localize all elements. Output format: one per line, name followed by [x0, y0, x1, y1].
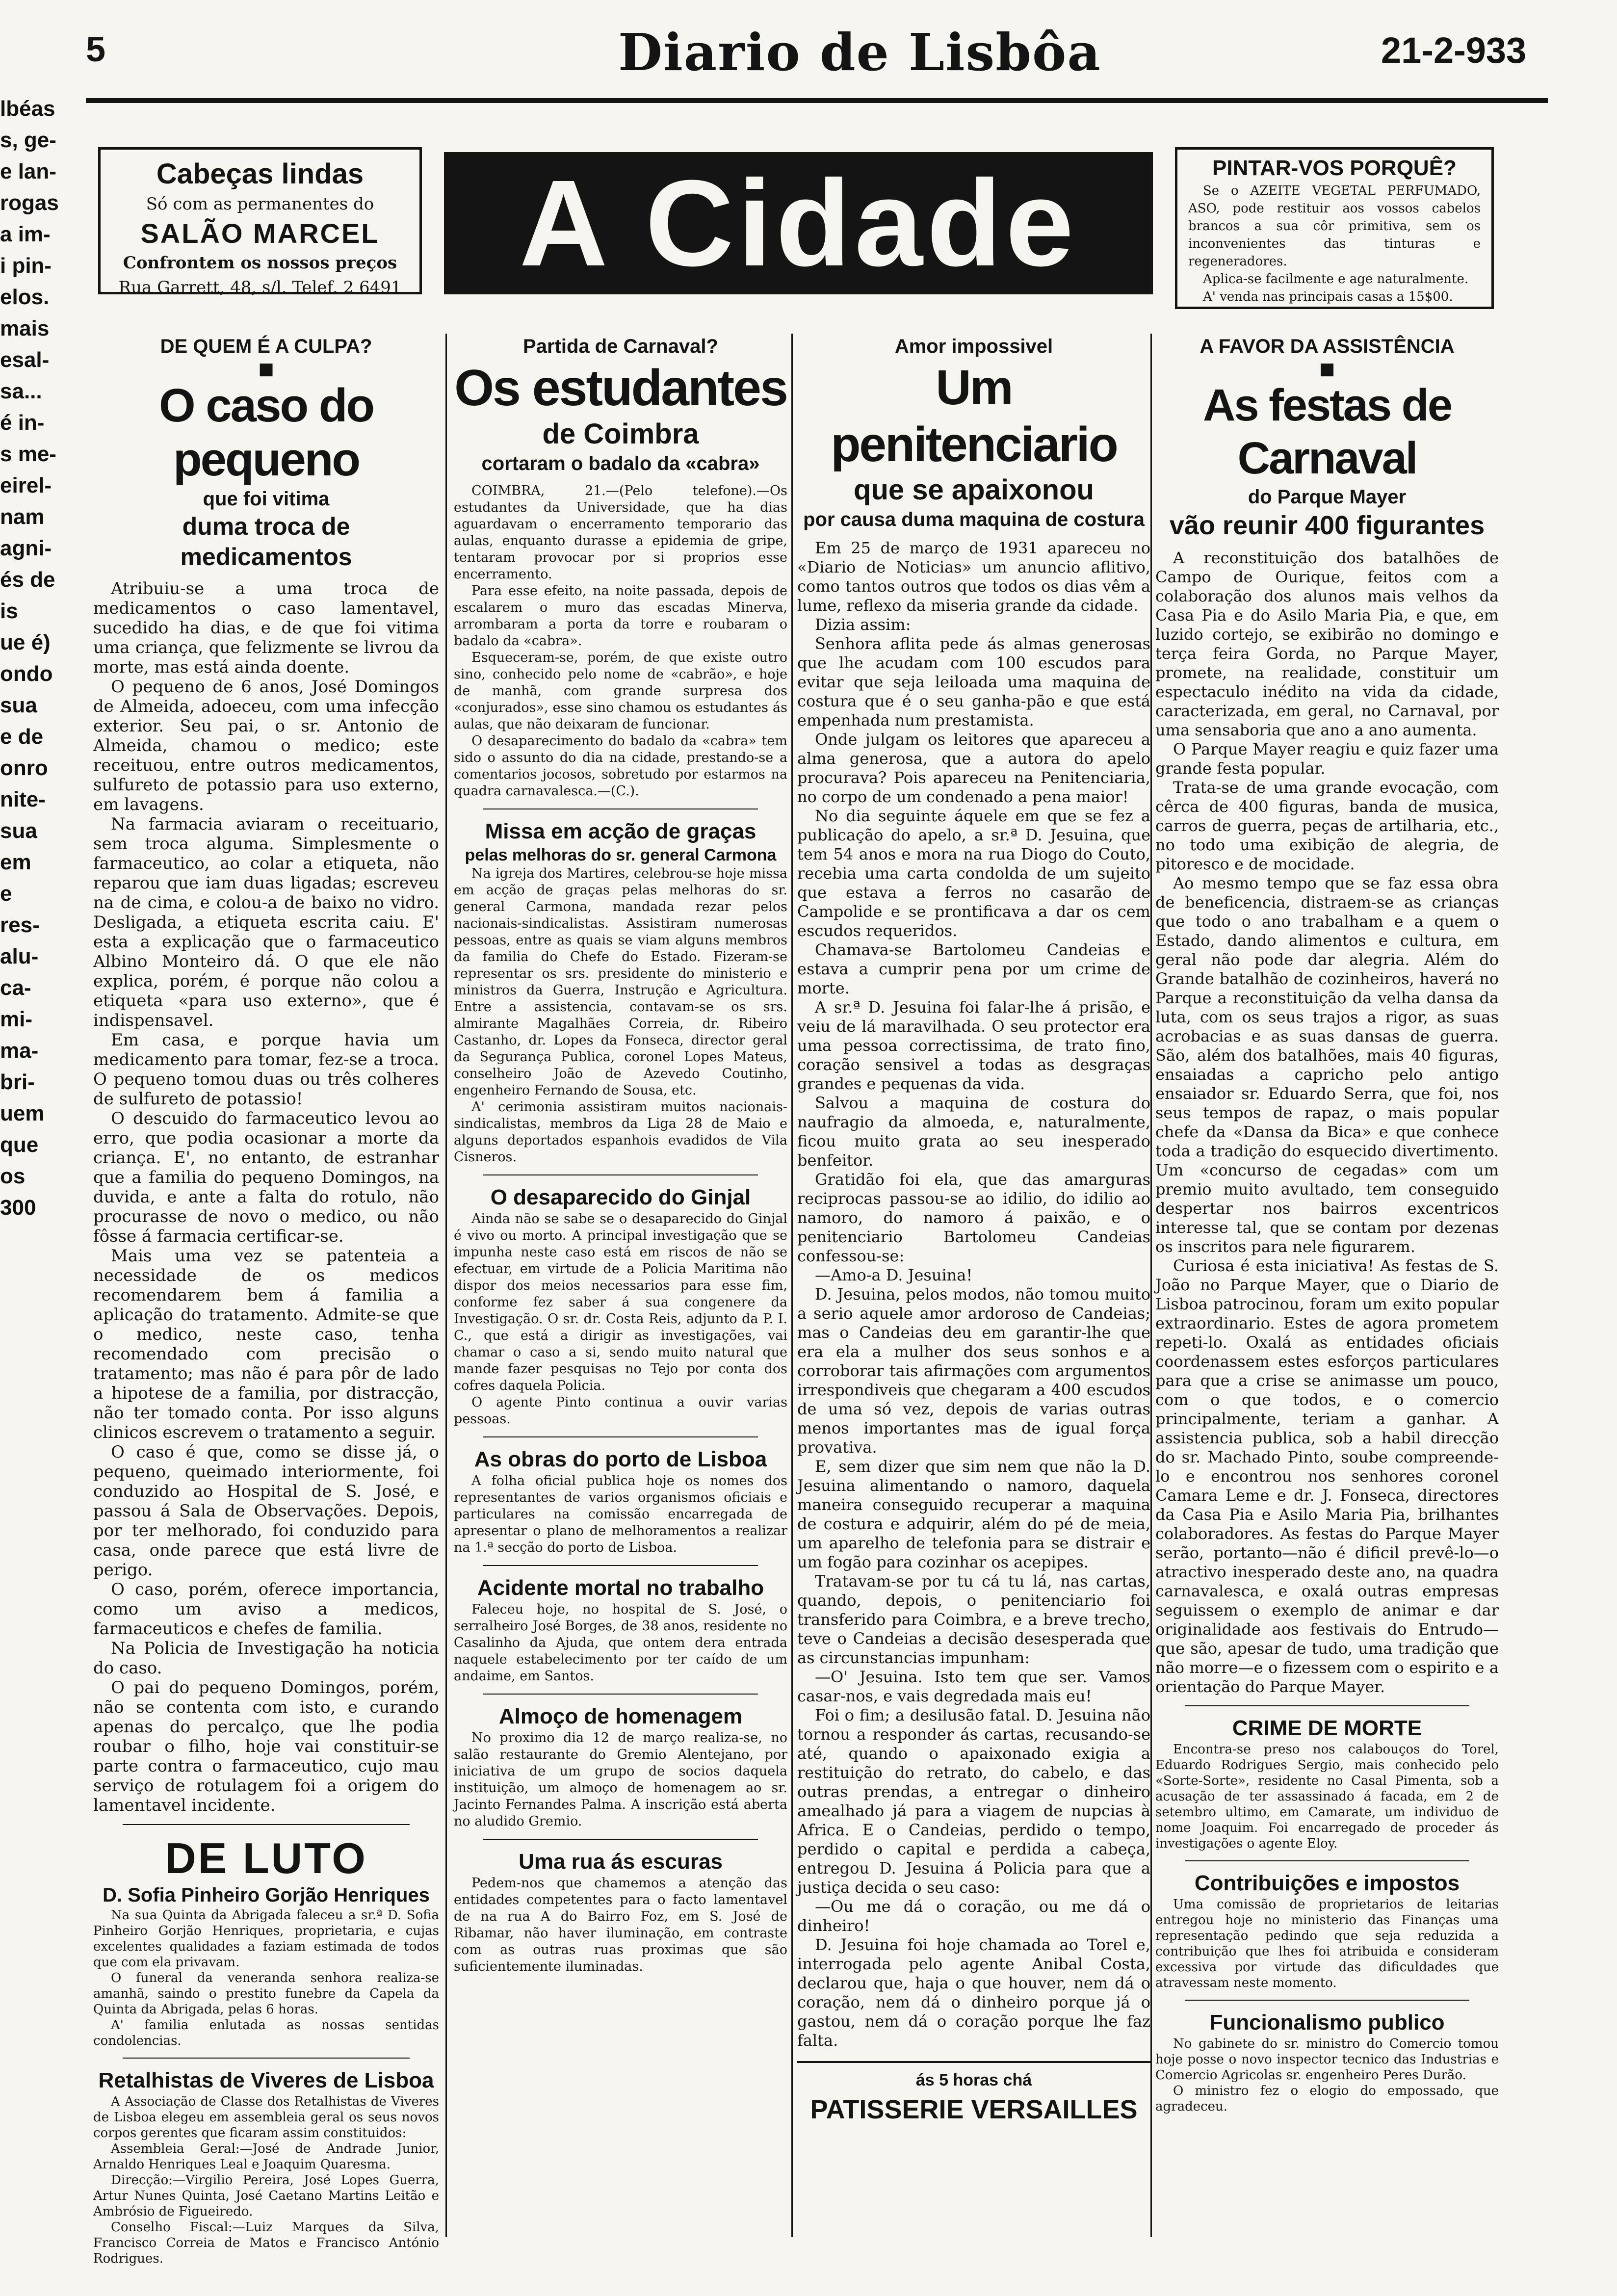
column-rule: [1150, 334, 1152, 2237]
divider: [123, 2058, 410, 2059]
article-headline: Uma rua ás escuras: [519, 1850, 723, 1874]
strip-fragment: agni-: [0, 536, 52, 560]
paragraph: Salvou a maquina de costura do naufragio da almoeda, e, naturalmente, ficou muito grata ao seu inesperado benfeitor.: [797, 1094, 1150, 1170]
paragraph: No dia seguinte áquele em que se fez a publicação do apelo, a sr.ª D. Jesuina, que tem 54 anos e mora na rua Diogo do Couto, recebia uma carta condolda de um sujeito que estava a ferros no casarão de Campolide e se prontificava a dar os cem escudos requeridos.: [797, 807, 1150, 940]
strip-fragment: s, ge-: [0, 128, 56, 152]
article-subhead: que se apaixonou: [854, 474, 1094, 506]
ad-address: Rua Garrett, 48, s/l. Telef. 2 6491: [118, 278, 402, 297]
ad-line: Só com as permanentes do: [146, 194, 374, 214]
article-headline: Missa em acção de graças: [485, 819, 756, 843]
strip-fragment: a im-: [0, 222, 51, 246]
article-subhead: que foi vitima: [203, 488, 330, 510]
strip-fragment: sua: [0, 693, 37, 717]
paragraph: Faleceu hoje, no hospital de S. José, o serralheiro José Borges, de 38 anos, residente no Casalinho da Ajuda, que ontem dera entrada naquele estabelecimento por ter caído de um andaime, em Santos.: [454, 1602, 787, 1684]
article-body: [454, 483, 787, 800]
article-body: [454, 1211, 787, 1428]
article-kicker: DE QUEM É A CULPA?: [160, 336, 372, 357]
paragraph: Onde julgam os leitores que apareceu a alma generosa, que a autora do apelo procurava? Pois apareceu na Penitenciaria, no corpo de um condenado a pena maior!: [797, 730, 1150, 806]
column-3: [797, 334, 1150, 2267]
ad-salao-marcel: [98, 147, 422, 297]
strip-fragment: i pin-: [0, 254, 52, 278]
paragraph: O pequeno de 6 anos, José Domingos de Almeida, adoeceu, com uma infecção exterior. Seu pai, o sr. Antonio de Almeida, chamou o medico; este receituou, entre outros medicamentos, sulfureto de potassio para uso externo, em lavagens.: [93, 677, 439, 814]
paragraph: O caso é que, como se disse já, o pequeno, queimado interiormente, foi conduzido ao Hospital de S. José, e passou á Sala de Observações. Depois, por ter melhorado, foi conduzido para casa, onde parece que está livre de perigo.: [93, 1442, 439, 1580]
strip-fragment: e: [0, 882, 12, 906]
article-headline: Acidente mortal no trabalho: [477, 1576, 764, 1600]
strip-fragment: nam: [0, 505, 45, 529]
paragraph: O agente Pinto continua a ouvir varias pessoas.: [454, 1395, 787, 1427]
article-body: [1155, 2036, 1499, 2114]
article-headline: CRIME DE MORTE: [1232, 1716, 1422, 1740]
paragraph: O Parque Mayer reagiu e quiz fazer uma grande festa popular.: [1155, 740, 1499, 778]
strip-fragment: que: [0, 1133, 39, 1157]
paragraph: —O' Jesuina. Isto tem que ser. Vamos casar-nos, e vais degredada mais eu!: [797, 1668, 1150, 1705]
strip-fragment: os: [0, 1164, 26, 1188]
ad-title: PINTAR-VOS PORQUÊ?: [1212, 156, 1457, 180]
ad-line: Confrontem os nossos preços: [123, 253, 397, 273]
article-headline: Os estudantes: [454, 360, 787, 417]
article-headline: Retalhistas de Viveres de Lisboa: [98, 2068, 434, 2092]
paragraph: Gratidão foi ela, que das amarguras reciprocas passou-se ao idilio, do idilio ao namoro, do namoro á paixão, e o penitenciario Bartolomeu Candeias confessou-se:: [797, 1170, 1150, 1265]
article-body: [454, 1730, 787, 1830]
strip-fragment: uem: [0, 1101, 45, 1125]
adjacent-page-strip: [0, 93, 59, 1859]
paragraph: Senhora aflita pede ás almas generosas que lhe acudam com 100 escudos para evitar que seja leiloada uma maquina de costura que é o seu ganha-pão e que está empenhada num prestamista.: [797, 634, 1150, 730]
separator-icon: ■: [1319, 359, 1335, 379]
strip-fragment: em: [0, 850, 31, 874]
paragraph: O ministro fez o elogio do empossado, que agradeceu.: [1155, 2084, 1499, 2114]
divider: [483, 1174, 758, 1175]
paragraph: O funeral da veneranda senhora realiza-se amanhã, saindo o prestito funebre da Capela da Quinta da Abrigada, pelas 6 horas.: [93, 1971, 439, 2017]
article-headline: Um penitenciario: [831, 360, 1117, 472]
strip-fragment: 300: [0, 1196, 36, 1220]
paragraph: Em casa, e porque havia um medicamento para tomar, fez-se a troca. O pequeno tomou duas ou três colheres de sulfureto de potassio!: [93, 1030, 439, 1109]
article-headline: O desaparecido do Ginjal: [490, 1185, 751, 1209]
article-subhead: por causa duma maquina de costura: [803, 509, 1145, 530]
paragraph: Dizia assim:: [815, 615, 911, 634]
paragraph: Mais uma vez se patenteia a necessidade de os medicos recomendarem bem á familia a aplicação do tratamento. Admite-se que o medico, neste caso, tenha recomendado com precisão o tratamento; mas não é para pôr de lado a hipotese de a familia, por distracção, não ter tomado conta. Por isso alguns clinicos escrevem o tratamento a seguir.: [93, 1246, 439, 1442]
strip-fragment: ondo: [0, 662, 53, 686]
paragraph: A folha oficial publica hoje os nomes dos representantes de varios organismos oficiais e particulares na comissão encarregada de apresentar o plano de melhoramentos a realizar na 1.ª secção do porto de Lisboa.: [454, 1473, 787, 1555]
paragraph: Ainda não se sabe se o desaparecido do Ginjal é vivo ou morto. A principal investigação que se impunha neste caso está em riscos de não se efectuar, em virtude de a Policia Maritima não dispor dos meios necessarios para esse fim, conforme fez saber á sua congenere da Investigação. O sr. dr. Costa Reis, adjunto da P. I. C., que está a dirigir as investigações, vai chamar o caso a si, sendo muito natural que mande fazer pesquisas no Tejo por conta dos cofres daquela Policia.: [454, 1211, 787, 1393]
obituary-name: D. Sofia Pinheiro Gorjão Henriques: [103, 1884, 430, 1906]
strip-fragment: mais: [0, 316, 50, 340]
paragraph: Pedem-nos que chamemos a atenção das entidades competentes para o facto lamentavel de na rua A do Bairro Foz, em S. José de Ribamar, não haver iluminação, em contraste com as outras ruas proximas que são suficientemente iluminadas.: [454, 1876, 787, 1974]
article-subhead: duma troca de medicamentos: [180, 513, 352, 571]
article-kicker: A FAVOR DA ASSISTÊNCIA: [1200, 336, 1455, 357]
strip-fragment: lbéas: [0, 97, 55, 121]
ad-title: PATISSERIE VERSAILLES: [810, 2095, 1138, 2124]
article-headline: As festas de Carnaval: [1202, 380, 1452, 483]
section-banner-title: A Cidade: [519, 155, 1078, 291]
divider: [483, 1565, 758, 1566]
paragraph: Ao mesmo tempo que se faz essa obra de beneficencia, distraem-se as crianças que todo o ano trabalham e a quem o Estado, dando alimentos e cultura, em geral não pode dar alegria. Além do Grande batalhão de cozinheiros, haverá no Parque a reconstituição da velha dansa da luta, com os seus trajos a rigor, as suas acrobacias e as suas dansas de guerra. São, além dos batalhões, mais 40 figuras, ensaiadas a capricho pelo antigo ensaiador sr. Eduardo Serra, que foi, nos seus tempos de rapaz, o mais popular chefe da «Dansa da Bica» e que conhece toda a tradição do esquecido divertimento. Um «concurso de cegadas» com um premio muito avultado, tem conseguido despertar nos bairros excentricos interesse tal, que se contam por dezenas os inscritos para nele figurarem.: [1155, 874, 1499, 1256]
paragraph: Direcção:—Virgilio Pereira, José Lopes Guerra, Artur Nunes Quinta, José Caetano Martins Leitão e Ambrósio de Figueiredo.: [93, 2173, 439, 2219]
article-body: [454, 865, 787, 1166]
paragraph: Na Policia de Investigação ha noticia do caso.: [93, 1639, 439, 1678]
paragraph: A Associação de Classe dos Retalhistas de Viveres de Lisboa elegeu em assembleia geral os seus novos corpos gerentes que ficaram assim constituidos:: [93, 2094, 439, 2140]
newspaper-masthead: Diario de Lisbôa: [618, 22, 1101, 82]
article-body: [1155, 1897, 1499, 1991]
strip-fragment: esal-: [0, 348, 50, 372]
paragraph: No proximo dia 12 de março realiza-se, no salão restaurante do Gremio Alentejano, por iniciativa de um grupo de socios daquela instituição, um almoço de homenagem ao sr. Jacinto Fernandes Palma. A inscrição está aberta no aludido Gremio.: [454, 1730, 787, 1829]
paragraph: O descuido do farmaceutico levou ao erro, que podia ocasionar a morte da criança. E', no entanto, de estranhar que a familia do pequeno Domingos, na duvida, e ante a falta do rotulo, não procurasse de novo o medico, ou não fôsse á farmacia certificar-se.: [93, 1109, 439, 1246]
article-subhead: cortaram o badalo da «cabra»: [481, 453, 760, 474]
paragraph: O caso, porém, oferece importancia, como um aviso a medicos, farmaceuticos e chefes de familia.: [93, 1580, 439, 1639]
obituary-title: DE LUTO: [165, 1834, 367, 1882]
ad-salon-name: SALÃO MARCEL: [140, 218, 380, 249]
column-rule: [791, 334, 793, 2237]
strip-fragment: e lan-: [0, 159, 56, 183]
column-1: [93, 334, 439, 2267]
ad-line: ás 5 horas chá: [915, 2071, 1032, 2089]
paragraph: O desaparecimento do badalo da «cabra» tem sido o assunto do dia na cidade, prestando-se a comentarios jocosos, sobretudo por estarmos na quadra carnavalesca.—(C.).: [454, 733, 787, 799]
paragraph: Trata-se de uma grande evocação, com cêrca de 400 figuras, banda de musica, carros de guerra, peças de artilharia, etc., no todo uma exibição de alegria, de pitoresco e de mocidade.: [1155, 778, 1499, 873]
strip-fragment: alu-: [0, 944, 39, 968]
article-body: [454, 1473, 787, 1556]
paragraph: A sr.ª D. Jesuina foi falar-lhe á prisão, e veiu de lá maravilhada. O seu protector era uma pessoa correctissima, de trato fino, coração sensivel a todas as desgraças grandes e pequenas da vida.: [797, 998, 1150, 1093]
issue-date: 21-2-933: [1381, 30, 1527, 71]
strip-fragment: eirel-: [0, 473, 52, 497]
divider: [483, 1839, 758, 1840]
paragraph: O pai do pequeno Domingos, porém, não se contenta com isto, e curando apenas do percalço, que lhe podia roubar o filho, hoje vai constituir-se parte contra o farmaceutico, cujo mau serviço de rotulagem foi a origem do lamentavel incidente.: [93, 1678, 439, 1815]
column-2: [454, 334, 787, 2267]
article-headline: O caso do pequeno: [158, 379, 374, 486]
article-body: [454, 1601, 787, 1685]
article-headline: Almoço de homenagem: [498, 1704, 743, 1728]
strip-fragment: sa...: [0, 379, 42, 403]
article-body: [1155, 548, 1499, 1696]
header-rule: [86, 98, 1548, 103]
paragraph: Encontra-se preso nos calabouços do Torel, Eduardo Rodrigues Sergio, mais conhecido pelo «Sorte-Sorte», residente no Casal Pimenta, sob a acusação de ter assassinado á facada, em 2 de setembro ultimo, em Camarate, um individuo de nome Joaquim. Foi encarregado de proceder ás investigações o agente Eloy.: [1155, 1742, 1499, 1851]
article-headline: Funcionalismo publico: [1209, 2010, 1445, 2035]
ad-azeite-vegetal: [1175, 147, 1494, 309]
strip-fragment: bri-: [0, 1070, 35, 1094]
column-4: [1155, 334, 1499, 2267]
article-headline: Contribuições e impostos: [1194, 1871, 1460, 1895]
divider: [483, 1436, 758, 1437]
article-body: [1155, 1742, 1499, 1852]
obituary-body: [93, 1907, 439, 2049]
separator-icon: ■: [258, 359, 274, 379]
paragraph: Assembleia Geral:—José de Andrade Junior, Arnaldo Henriques Leal e Joaquim Quaresma.: [93, 2141, 439, 2172]
section-banner: [444, 152, 1153, 294]
strip-fragment: e de: [0, 725, 44, 749]
strip-fragment: és de: [0, 568, 55, 592]
strip-fragment: rogas: [0, 191, 59, 215]
paragraph: —Ou me dá o coração, ou me dá o dinheiro!: [797, 1897, 1150, 1935]
divider: [123, 1824, 410, 1825]
paragraph: COIMBRA, 21.—(Pelo telefone).—Os estudantes da Universidade, que ha dias aguardavam o encerramento temporario das aulas, enquanto durasse a epidemia de gripe, tentaram provocar por si proprios esse encerramento.: [454, 483, 787, 582]
divider: [1185, 1860, 1469, 1861]
paragraph: E, sem dizer que sim nem que não la D. Jesuina alimentando o namoro, daquela maneira conseguido recuperar a maquina de costura e adquirir, além do pé de meia, um aparelho de telefonia para se distrair e um fogão para cozinhar os acepipes.: [797, 1457, 1150, 1571]
article-headline: As obras do porto de Lisboa: [474, 1447, 767, 1471]
paragraph: Chamava-se Bartolomeu Candeias e estava a cumprir pena por um crime de morte.: [797, 940, 1150, 997]
paragraph: A' cerimonia assistiram muitos nacionais-sindicalistas, membros da Liga 28 de Maio e alguns deportados espanhois evadidos de Vila Cisneros.: [454, 1099, 787, 1165]
paragraph: Em 25 de março de 1931 apareceu no «Diario de Noticias» um anuncio aflitivo, como tantos outros que todos os dias vêm a lume, reflexo da miseria grande da cidade.: [797, 539, 1150, 615]
paragraph: Na igreja dos Martires, celebrou-se hoje missa em acção de graças pelas melhoras do sr. general Carmona, mandada rezar pelos nacionais-sindicalistas. Assistiram numerosas pessoas, entre as quais se viam alguns membros da familia do Chefe do Estado. Fizeram-se representar os srs. presidente do ministerio e ministros da Guerra, Instrução e Agricultura. Entre a assistencia, contavam-se os srs. almirante Magalhães Correia, dr. Ribeiro Castanho, dr. Lopes da Fonseca, director geral da Segurança Publica, coronel Lopes Mateus, conselheiro João de Azevedo Coutinho, engenheiro Fernando de Sousa, etc.: [454, 866, 787, 1098]
paragraph: D. Jesuina foi hoje chamada ao Torel e, interrogada pelo agente Anibal Costa, declarou que, haja o que houver, nem dá o coração, nem dá o dinheiro porque já o gastou, nem dá o coração porque lhe faz falta.: [797, 1935, 1150, 2050]
paragraph: Uma comissão de proprietarios de leitarias entregou hoje no ministerio das Finanças uma representação pedindo que seja reduzida a contribuição que lhes foi atribuida e consideram excessiva por virtude das dificuldades que atravessam neste momento.: [1155, 1897, 1499, 1990]
paragraph: Na farmacia aviaram o receituario, sem troca alguma. Simplesmente o farmaceutico, ao colar a etiqueta, não reparou que iam duas ligadas; escreveu na de cima, e colou-a de baixo no vidro. Desligada, a etiqueta escrita caiu. E' esta a explicação que o farmaceutico Albino Monteiro dá. O que ele não explica, porém, é porque não colou a etiqueta «para uso externo», que é indispensavel.: [93, 814, 439, 1030]
strip-fragment: res-: [0, 913, 40, 937]
strip-fragment: ca-: [0, 976, 31, 1000]
article-body: [454, 1875, 787, 1975]
paragraph: A' familia enlutada as nossas sentidas condolencias.: [93, 2018, 439, 2048]
strip-fragment: mi-: [0, 1007, 32, 1031]
paragraph: D. Jesuina, pelos modos, não tomou muito a serio aquele amor ardoroso de Candeias; mas o Candeias deu em garantir-lhe que era ela a mulher dos seus sonhos e a corroborar tais afirmações com argumentos irrespondiveis que chegaram a 400 escudos de uma só vez, depois de varias outras menos importantes mas de igual força provativa.: [797, 1285, 1150, 1457]
strip-fragment: onro: [0, 756, 48, 780]
article-body: [93, 579, 439, 1815]
article-subhead: pelas melhoras do sr. general Carmona: [465, 846, 777, 864]
article-kicker: Partida de Carnaval?: [523, 336, 718, 357]
strip-fragment: é in-: [0, 411, 45, 435]
paragraph: —Amo-a D. Jesuina!: [815, 1266, 973, 1284]
paragraph: Curiosa é esta iniciativa! As festas de S. João no Parque Mayer, que o Diario de Lisboa patrocinou, foram um exito popular extraordinario. Estes de agora prometem repeti-lo. Oxalá as entidades oficiais coordenassem estes esforços particulares para que a crise se animasse um pouco, com o que todos, e o comercio principalmente, teriam a ganhar. A assistencia publica, sob a habil direcção do sr. Machado Pinto, soube compreende-lo e encontrou nos senhores coronel Camara Leme e dr. J. Fonseca, directores da Casa Pia e Asilo Maria Pia, brilhantes colaboradores. As festas do Parque Mayer serão, portanto—não é dificil prevê-lo—o atractivo inesperado deste ano, na quadra carnavalesca, e oxalá outras empresas seguissem o exemplo de animar e dar originalidade aos festivais do Entrudo—que são, apesar de tudo, uma tradição que não morre—e o fizessem com o espirito e a orientação do Parque Mayer.: [1155, 1256, 1499, 1696]
paragraph: Para esse efeito, na noite passada, depois de escalarem o muro das escadas Minerva, arrombaram a porta da torre e roubaram o badalo da «cabra».: [454, 583, 787, 649]
divider: [1185, 1705, 1469, 1706]
article-subhead: vão reunir 400 figurantes: [1169, 511, 1485, 540]
strip-fragment: ue é): [0, 630, 51, 654]
strip-fragment: is: [0, 599, 18, 623]
ad-text: Aplica-se facilmente e age naturalmente.: [1203, 272, 1469, 287]
ad-title: Cabeças lindas: [156, 158, 364, 190]
article-subhead: de Coimbra: [542, 418, 699, 450]
paragraph: No gabinete do sr. ministro do Comercio tomou hoje posse o novo inspector tecnico das Industrias e Comercio Agricolas sr. engenheiro Peres Durão.: [1155, 2036, 1499, 2083]
paragraph: Na sua Quinta da Abrigada faleceu a sr.ª D. Sofia Pinheiro Gorjão Henriques, proprietaria, e cujas excelentes qualidades a faziam estimada de todos que com ela privavam.: [93, 1908, 439, 1970]
paragraph: Atribuiu-se a uma troca de medicamentos o caso lamentavel, sucedido ha dias, e de que foi vitima uma criança, que felizmente se livrou da morte, mas está ainda doente.: [93, 579, 439, 677]
ad-text: A' venda nas principais casas a 15$00.: [1203, 289, 1453, 304]
strip-fragment: ma-: [0, 1039, 39, 1063]
strip-fragment: s me-: [0, 442, 56, 466]
ad-patisserie-versailles: [797, 2061, 1150, 2127]
article-body: [93, 2094, 439, 2267]
article-kicker: Amor impossivel: [894, 336, 1053, 357]
ad-text: Se o AZEITE VEGETAL PERFUMADO, ASO, pode restituir aos vossos cabelos brancos a sua côr primitiva, sem os inconvenientes das tinturas e regeneradores.: [1188, 183, 1481, 269]
article-body: [797, 539, 1150, 2050]
paragraph: Esqueceram-se, porém, de que existe outro sino, conhecido pelo nome de «cabrão», e hoje de manhã, com grande surpresa dos «conjurados», esse sino chamou os estudantes ás aulas, que não deixaram de funcionar.: [454, 650, 787, 732]
article-subhead: do Parque Mayer: [1248, 486, 1407, 508]
paragraph: Tratavam-se por tu cá tu lá, nas cartas, quando, depois, o penitenciario foi transferido para Coimbra, e a breve trecho, teve o Candeias a decisão desesperada que as circunstancias impunham:: [797, 1572, 1150, 1667]
divider: [1185, 2000, 1469, 2001]
strip-fragment: nite-: [0, 787, 46, 811]
paragraph: Foi o fim; a desilusão fatal. D. Jesuina não tornou a responder ás cartas, recusando-se até, quando o apaixonado exigia a restituição do retrato, do cabelo, e das outras prendas, a entregar o dinheiro amealhado já para a viagem de nupcias à Africa. E o Candeias, perdido o tempo, perdido o capital e perdida a cabeça, entregou D. Jesuina á Policia para que a justiça decida o seu caso:: [797, 1706, 1150, 1897]
paragraph: Conselho Fiscal:—Luiz Marques da Silva, Francisco Correia de Matos e Francisco António Rodrigues.: [93, 2220, 439, 2266]
strip-fragment: elos.: [0, 285, 50, 309]
page-number: 5: [86, 30, 106, 69]
divider: [483, 1694, 758, 1695]
column-rule: [445, 334, 447, 2237]
strip-fragment: sua: [0, 819, 37, 843]
paragraph: A reconstituição dos batalhões de Campo de Ourique, feitos com a colaboração dos alunos mais velhos da Casa Pia e do Asilo Maria Pia, e que, em luzido cortejo, se exibirão no domingo e terça feira Gorda, no Parque Mayer, promete, na realidade, constituir um espectaculo inédito na vida da cidade, caracterizada, em geral, no Carnaval, por uma sensaboria que ano a ano aumenta.: [1155, 548, 1499, 739]
